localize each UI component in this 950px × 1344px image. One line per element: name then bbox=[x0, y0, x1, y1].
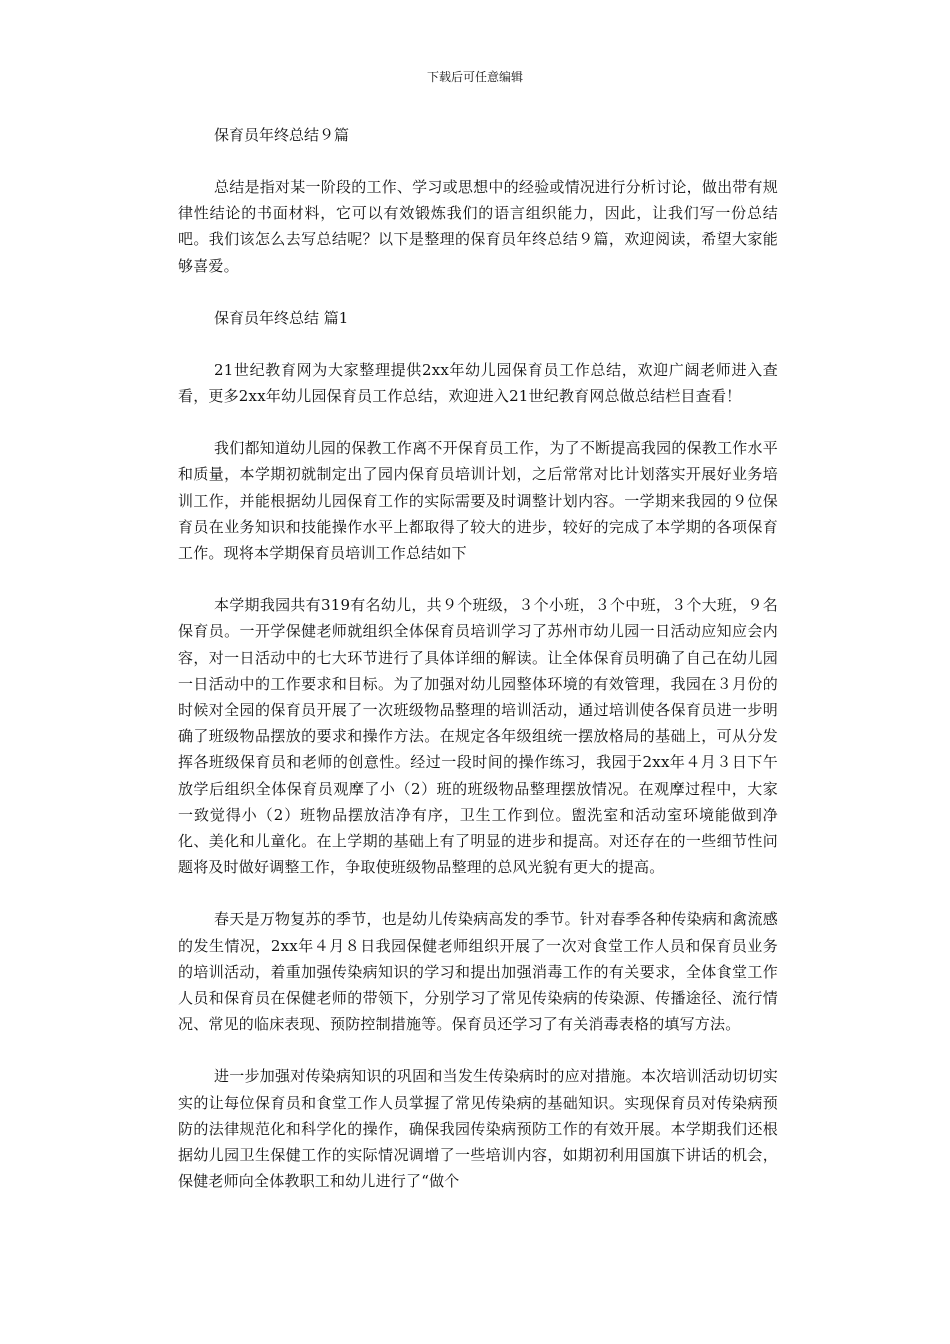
document-body bbox=[178, 122, 778, 1221]
body-paragraph: 本学期我园共有319有名幼儿，共９个班级，３个小班，３个中班，３个大班，９名保育员。一开学保健老师就组织全体保育员培训学习了苏州市幼儿园一日活动应知应会内容，对一日活动中的七大环节进行了具体详细的解读。让全体保育员明确了自己在幼儿园一日活动中的工作要求和目标。为了加强对幼儿园整体环境的有效管理，我园在３月份的时候对全园的保育员开展了一次班级物品整理的培训活动，通过培训使各保育员进一步明确了班级物品摆放的要求和操作方法。在规定各年级组统一摆放格局的基础上，可从分发挥各班级保育员和老师的创意性。经过一段时间的操作练习，我园于2xx年４月３日下午放学后组织全体保育员观摩了小（2）班的班级物品整理摆放情况。在观摩过程中，大家一致觉得小（2）班物品摆放洁净有序，卫生工作到位。盥洗室和活动室环境能做到净化、美化和儿童化。在上学期的基础上有了明显的进步和提高。对还存在的一些细节性问题将及时做好调整工作，争取使班级物品整理的总风光貌有更大的提高。 bbox=[178, 596, 778, 877]
intro-paragraph: 总结是指对某一阶段的工作、学习或思想中的经验或情况进行分析讨论，做出带有规律性结论的书面材料，它可以有效锻炼我们的语言组织能力，因此，让我们写一份总结吧。我们该怎么去写总结呢？以下是整理的保育员年终总结９篇，欢迎阅读，希望大家能够喜爱。 bbox=[178, 178, 778, 275]
body-paragraph: 进一步加强对传染病知识的巩固和当发生传染病时的应对措施。本次培训活动切切实实的让每位保育员和食堂工作人员掌握了常见传染病的基础知识。实现保育员对传染病预防的法律规范化和科学化的操作，确保我园传染病预防工作的有效开展。本学期我们还根据幼儿园卫生保健工作的实际情况调增了一些培训内容，如期初利用国旗下讲话的机会，保健老师向全体教职工和幼儿进行了“做个 bbox=[178, 1067, 778, 1191]
page-header: 下载后可任意编辑 bbox=[426, 70, 523, 84]
section-title: 保育员年终总结 篇1 bbox=[214, 308, 349, 327]
body-paragraph: 春天是万物复苏的季节，也是幼儿传染病高发的季节。针对春季各种传染病和禽流感的发生情况，2xx年４月８日我园保健老师组织开展了一次对食堂工作人员和保育员业务的培训活动，着重加强传染病知识的学习和提出加强消毒工作的有关要求，全体食堂工作人员和保育员在保健老师的带领下，分别学习了常见传染病的传染源、传播途径、流行情况、常见的临床表现、预防控制措施等。保育员还学习了有关消毒表格的填写方法。 bbox=[178, 910, 778, 1034]
document-title: 保育员年终总结９篇 bbox=[214, 126, 350, 144]
body-paragraph: 我们都知道幼儿园的保教工作离不开保育员工作，为了不断提高我园的保教工作水平和质量，本学期初就制定出了园内保育员培训计划，之后常常对比计划落实开展好业务培训工作，并能根据幼儿园保育工作的实际需要及时调整计划内容。一学期来我园的９位保育员在业务知识和技能操作水平上都取得了较大的进步，较好的完成了本学期的各项保育工作。现将本学期保育员培训工作总结如下 bbox=[178, 439, 778, 563]
body-paragraph: 21世纪教育网为大家整理提供2xx年幼儿园保育员工作总结，欢迎广阔老师进入查看，更多2xx年幼儿园保育员工作总结，欢迎进入21世纪教育网总做总结栏目查看！ bbox=[178, 360, 778, 406]
